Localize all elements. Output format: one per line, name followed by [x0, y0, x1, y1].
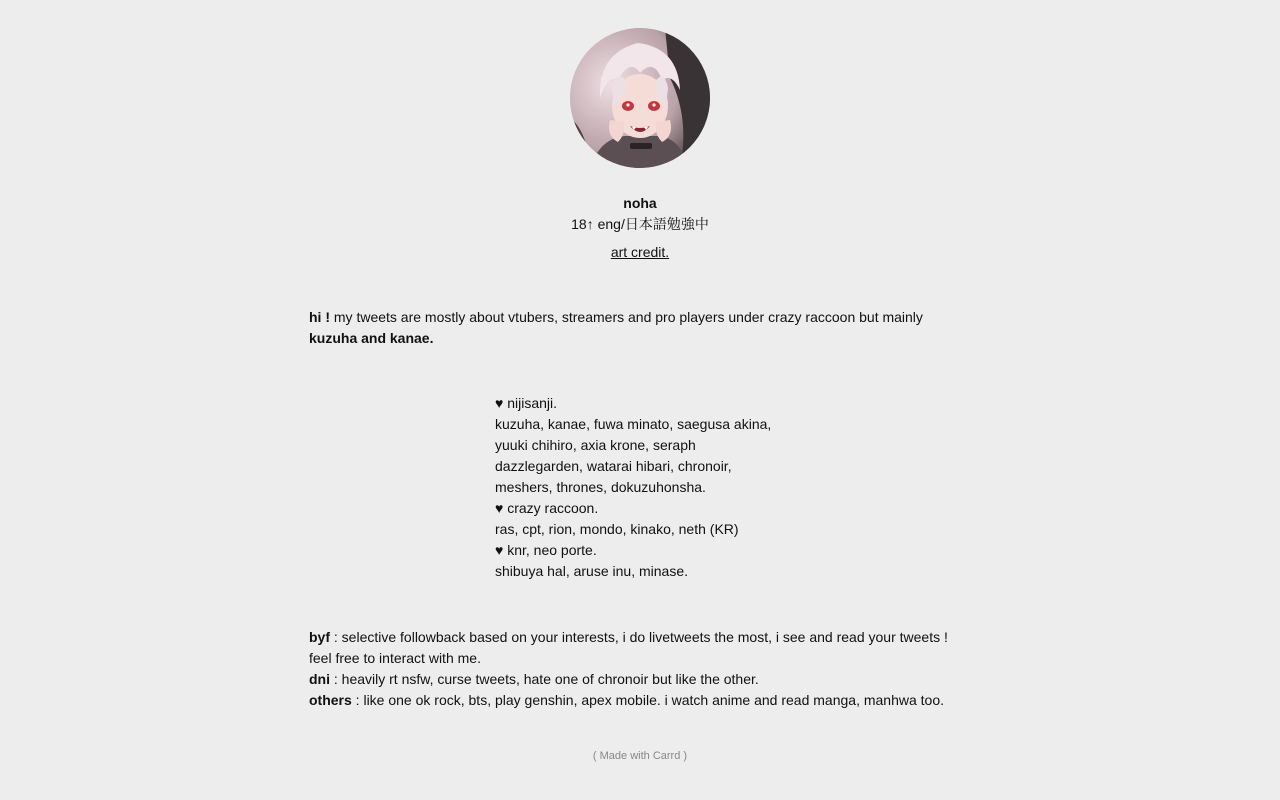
intro-text: my tweets are mostly about vtubers, streamers and pro players under crazy raccoon but mainly	[330, 309, 923, 325]
art-credit-container	[0, 242, 1280, 263]
rule-byf	[309, 627, 969, 669]
rules-section	[309, 627, 969, 711]
made-with-carrd-link[interactable]: ( Made with Carrd )	[592, 750, 688, 762]
art-credit-link[interactable]: art credit.	[610, 244, 670, 260]
intro-paragraph	[309, 307, 969, 349]
rule-dni-label: dni	[309, 671, 330, 687]
profile-name: noha	[623, 195, 657, 211]
fandom-line: meshers, thrones, dokuzuhonsha.	[495, 479, 706, 495]
profile-tagline: 18↑ eng/日本語勉強中	[571, 216, 709, 232]
fandom-line: ras, cpt, rion, mondo, kinako, neth (KR)	[495, 521, 739, 537]
rule-dni	[309, 669, 969, 690]
profile-avatar	[570, 28, 710, 168]
avatar-illustration-icon	[570, 28, 710, 168]
rule-others-text: : like one ok rock, bts, play genshin, apex mobile. i watch anime and read manga, manhwa too.	[351, 692, 945, 708]
rule-others	[309, 690, 969, 711]
fandom-line: yuuki chihiro, axia krone, seraph	[495, 437, 696, 453]
intro-highlight: kuzuha and kanae.	[309, 330, 434, 346]
intro-lead: hi !	[309, 309, 330, 325]
rule-dni-text: : heavily rt nsfw, curse tweets, hate one of chronoir but like the other.	[330, 671, 759, 687]
rule-byf-text: : selective followback based on your interests, i do livetweets the most, i see and read your tweets ! feel free to interact with me.	[309, 629, 948, 666]
rule-others-label: others	[309, 692, 352, 708]
fandom-line: shibuya hal, aruse inu, minase.	[495, 563, 688, 579]
fandom-list	[495, 393, 915, 582]
fandom-heading-crazy-raccoon: ♥ crazy raccoon.	[495, 500, 599, 516]
fandom-heading-knr: ♥ knr, neo porte.	[495, 542, 597, 558]
rule-byf-label: byf	[309, 629, 330, 645]
fandom-line: kuzuha, kanae, fuwa minato, saegusa akina,	[495, 416, 772, 432]
fandom-line: dazzlegarden, watarai hibari, chronoir,	[495, 458, 732, 474]
footer	[0, 748, 1280, 764]
fandom-heading-nijisanji: ♥ nijisanji.	[495, 395, 558, 411]
